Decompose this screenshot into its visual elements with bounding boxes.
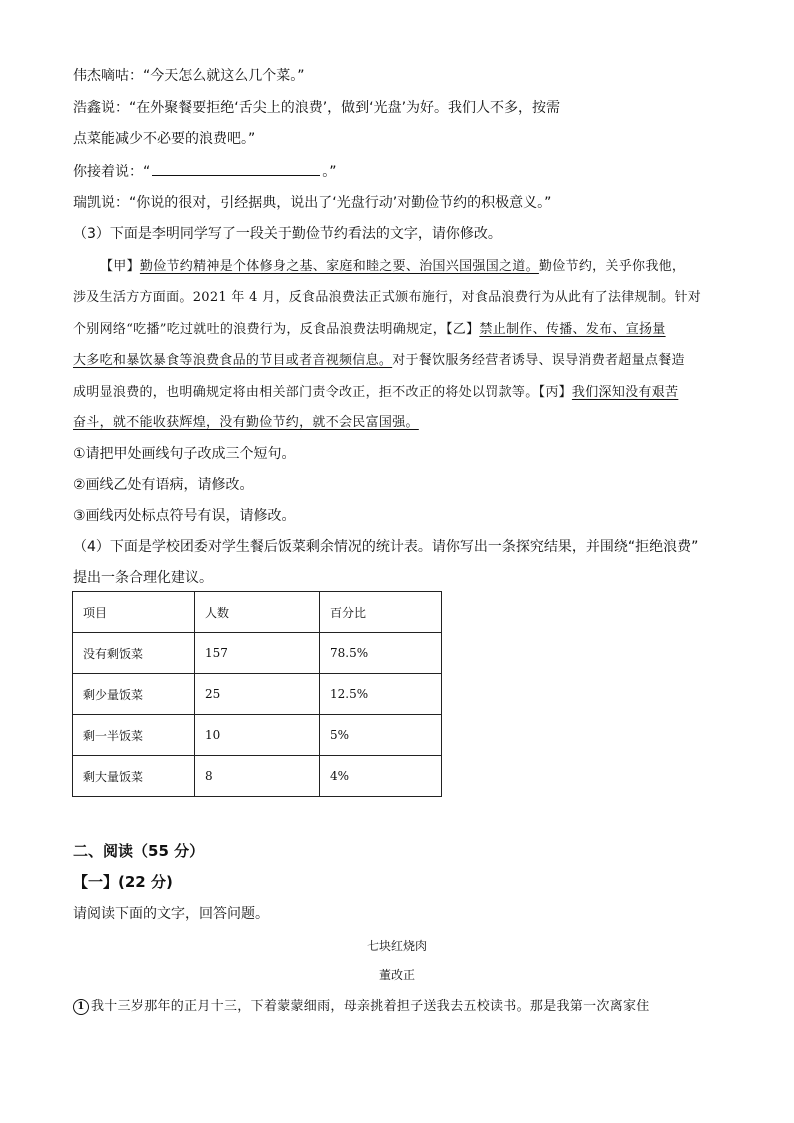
table-header-row (73, 592, 442, 633)
dialogue-haoxin-line1: 浩鑫说：“在外聚餐要拒绝‘舌尖上的浪费’，做到‘光盘’为好。我们人不多，按需 (73, 100, 561, 116)
dialogue-you-prefix: 你接着说：“ (73, 164, 151, 180)
table-row (73, 633, 442, 674)
table-cell: 25 (195, 674, 320, 715)
table-row (73, 715, 442, 756)
dialogue-weijie: 伟杰嘀咕：“今天怎么就这么几个菜。” (73, 68, 305, 84)
passage-line-6 (73, 413, 419, 433)
story-author: 董改正 (378, 968, 415, 982)
underline-c-part2: 奋斗，就不能收获辉煌，没有勤俭节约，就不会民富国强。 (73, 415, 419, 430)
mark-c: 【丙】 (538, 385, 572, 400)
passage-line-1 (100, 257, 685, 277)
dialogue-you-suffix: 。” (322, 164, 337, 180)
underline-b-part1: 禁止制作、传播、发布、宣扬量 (479, 322, 666, 337)
question-4-prompt-line1: （4）下面是学校团委对学生餐后饭菜剩余情况的统计表。请你写出一条探究结果，并围绕“拒绝浪费” (73, 539, 699, 555)
paragraph-number-badge: 1 (73, 999, 89, 1015)
dialogue-ruikai: 瑞凯说：“你说的很对，引经据典，说出了‘光盘行动’对勤俭节约的积极意义。” (73, 195, 552, 211)
task-1: ①请把甲处画线句子改成三个短句。 (73, 446, 296, 462)
table-cell: 78.5% (320, 633, 442, 674)
underline-a: 勤俭节约精神是个体修身之基、家庭和睦之要、治国兴国强国之道。 (139, 259, 539, 274)
passage-text: 个别网络“吃播”吃过就吐的浪费行为，反食品浪费法明确规定， (73, 322, 446, 337)
table-header-cell: 百分比 (320, 592, 442, 633)
table-cell: 12.5% (320, 674, 442, 715)
question-3-prompt: （3）下面是李明同学写了一段关于勤俭节约看法的文字，请你修改。 (73, 226, 502, 242)
table-cell: 4% (320, 756, 442, 797)
table-cell: 10 (195, 715, 320, 756)
table-cell: 5% (320, 715, 442, 756)
passage-text: 勤俭节约，关乎你我他， (538, 259, 686, 274)
dialogue-haoxin-line2: 点菜能减少不必要的浪费吧。” (73, 131, 256, 147)
table-cell: 剩一半饭菜 (73, 715, 195, 756)
section-2-heading: 二、阅读（55 分） (73, 842, 205, 860)
passage-line-4 (73, 351, 685, 371)
passage-line-2: 涉及生活方方面面。2021 年 4 月，反食品浪费法正式颁布施行，对食品浪费行为从此有了法律规制。针对 (73, 290, 702, 305)
story-paragraph-1 (73, 997, 650, 1017)
table-cell: 157 (195, 633, 320, 674)
passage-text: 对于餐饮服务经营者诱导、误导消费者超量点餐造 (392, 353, 685, 368)
table-cell: 剩大量饭菜 (73, 756, 195, 797)
table-cell: 剩少量饭菜 (73, 674, 195, 715)
reading-instruction: 请阅读下面的文字，回答问题。 (73, 906, 269, 922)
story-title: 七块红烧肉 (366, 939, 427, 953)
underline-b-part2: 大多吃和暴饮暴食等浪费食品的节目或者音视频信息。 (73, 353, 393, 368)
table-cell: 没有剩饭菜 (73, 633, 195, 674)
paragraph-text: 我十三岁那年的正月十三，下着蒙蒙细雨，母亲挑着担子送我去五校读书。那是我第一次离家住 (91, 999, 650, 1014)
table-header-cell: 项目 (73, 592, 195, 633)
mark-a: 【甲】 (100, 259, 140, 274)
passage-line-3 (73, 320, 666, 340)
underline-c-part1: 我们深知没有艰苦 (571, 385, 679, 400)
table-header-cell: 人数 (195, 592, 320, 633)
passage-text: 成明显浪费的，也明确规定将由相关部门责令改正，拒不改正的将处以罚款等。 (73, 385, 539, 400)
table-row (73, 674, 442, 715)
table-row (73, 756, 442, 797)
task-3: ③画线丙处标点符号有误，请修改。 (73, 508, 296, 524)
answer-blank[interactable] (152, 161, 320, 176)
table-cell: 8 (195, 756, 320, 797)
dialogue-you (73, 161, 337, 182)
passage-line-5 (73, 383, 678, 403)
mark-b: 【乙】 (446, 322, 480, 337)
section-2-sub-heading: 【一】(22 分) (73, 873, 173, 891)
task-2: ②画线乙处有语病，请修改。 (73, 477, 254, 493)
question-4-prompt-line2: 提出一条合理化建议。 (73, 570, 213, 586)
leftover-stats-table (72, 591, 442, 797)
